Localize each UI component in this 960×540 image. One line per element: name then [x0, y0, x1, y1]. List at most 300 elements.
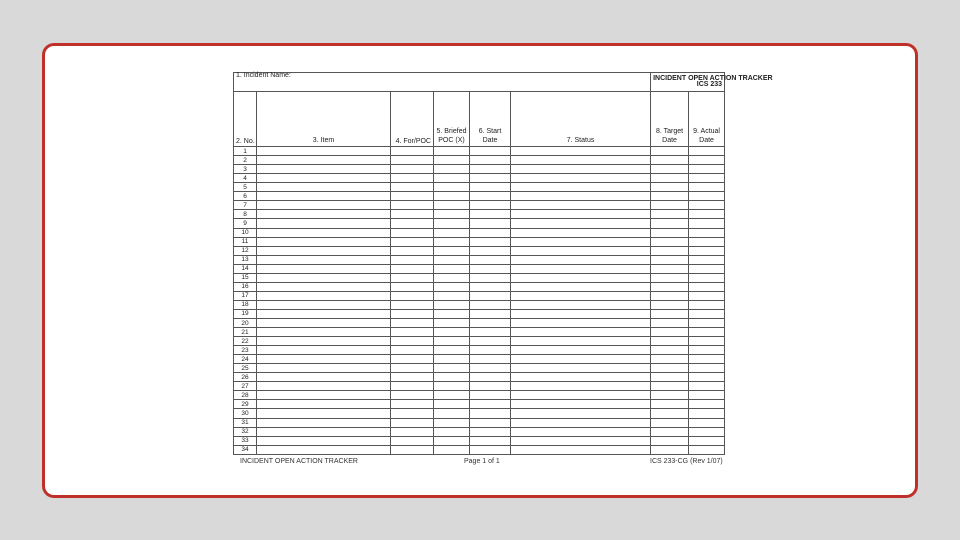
- cell-actual-date[interactable]: [689, 391, 725, 400]
- cell-start-date[interactable]: [470, 291, 511, 300]
- cell-briefed-poc[interactable]: [434, 291, 470, 300]
- cell-actual-date[interactable]: [689, 246, 725, 255]
- cell-for-poc[interactable]: [391, 400, 434, 409]
- cell-item[interactable]: [257, 300, 391, 309]
- table-row: [234, 436, 725, 445]
- cell-no: 23: [234, 346, 257, 355]
- cell-briefed-poc[interactable]: [434, 337, 470, 346]
- cell-briefed-poc[interactable]: [434, 400, 470, 409]
- cell-target-date[interactable]: [651, 147, 689, 156]
- cell-item[interactable]: [257, 273, 391, 282]
- cell-actual-date[interactable]: [689, 300, 725, 309]
- cell-for-poc[interactable]: [391, 237, 434, 246]
- cell-no: 22: [234, 337, 257, 346]
- cell-actual-date[interactable]: [689, 309, 725, 318]
- cell-briefed-poc[interactable]: [434, 382, 470, 391]
- cell-actual-date[interactable]: [689, 147, 725, 156]
- cell-no: 25: [234, 364, 257, 373]
- cell-status[interactable]: [511, 273, 651, 282]
- table-row: [234, 255, 725, 264]
- table-row: [234, 382, 725, 391]
- footer-page-number: Page 1 of 1: [464, 458, 500, 465]
- incident-name-label: 1. Incident Name:: [236, 72, 291, 79]
- cell-briefed-poc[interactable]: [434, 436, 470, 445]
- cell-start-date[interactable]: [470, 318, 511, 327]
- table-row: [234, 183, 725, 192]
- cell-for-poc[interactable]: [391, 391, 434, 400]
- cell-for-poc[interactable]: [391, 255, 434, 264]
- cell-no: 21: [234, 328, 257, 337]
- cell-for-poc[interactable]: [391, 355, 434, 364]
- table-row: [234, 409, 725, 418]
- cell-actual-date[interactable]: [689, 318, 725, 327]
- cell-actual-date[interactable]: [689, 237, 725, 246]
- cell-start-date[interactable]: [470, 346, 511, 355]
- cell-item[interactable]: [257, 237, 391, 246]
- cell-for-poc[interactable]: [391, 192, 434, 201]
- cell-for-poc[interactable]: [391, 328, 434, 337]
- cell-actual-date[interactable]: [689, 219, 725, 228]
- cell-target-date[interactable]: [651, 400, 689, 409]
- cell-item[interactable]: [257, 183, 391, 192]
- cell-target-date[interactable]: [651, 445, 689, 454]
- cell-for-poc[interactable]: [391, 382, 434, 391]
- cell-target-date[interactable]: [651, 192, 689, 201]
- cell-target-date[interactable]: [651, 364, 689, 373]
- cell-start-date[interactable]: [470, 246, 511, 255]
- cell-briefed-poc[interactable]: [434, 210, 470, 219]
- cell-for-poc[interactable]: [391, 300, 434, 309]
- cell-no: 28: [234, 391, 257, 400]
- cell-no: 31: [234, 418, 257, 427]
- cell-item[interactable]: [257, 219, 391, 228]
- cell-start-date[interactable]: [470, 201, 511, 210]
- cell-start-date[interactable]: [470, 391, 511, 400]
- cell-start-date[interactable]: [470, 156, 511, 165]
- table-row: [234, 427, 725, 436]
- cell-for-poc[interactable]: [391, 210, 434, 219]
- cell-start-date[interactable]: [470, 445, 511, 454]
- cell-briefed-poc[interactable]: [434, 165, 470, 174]
- cell-start-date[interactable]: [470, 373, 511, 382]
- cell-actual-date[interactable]: [689, 282, 725, 291]
- cell-actual-date[interactable]: [689, 183, 725, 192]
- cell-status[interactable]: [511, 300, 651, 309]
- cell-target-date[interactable]: [651, 165, 689, 174]
- cell-item[interactable]: [257, 418, 391, 427]
- cell-start-date[interactable]: [470, 183, 511, 192]
- cell-no: 20: [234, 318, 257, 327]
- cell-actual-date[interactable]: [689, 418, 725, 427]
- cell-start-date[interactable]: [470, 382, 511, 391]
- cell-no: 15: [234, 273, 257, 282]
- form-title-line2: ICS 233: [696, 80, 723, 88]
- cell-status[interactable]: [511, 219, 651, 228]
- cell-target-date[interactable]: [651, 237, 689, 246]
- table-row: [234, 165, 725, 174]
- cell-briefed-poc[interactable]: [434, 418, 470, 427]
- cell-briefed-poc[interactable]: [434, 445, 470, 454]
- cell-item[interactable]: [257, 427, 391, 436]
- cell-status[interactable]: [511, 174, 651, 183]
- column-header-row: [234, 91, 725, 147]
- cell-status[interactable]: [511, 391, 651, 400]
- cell-target-date[interactable]: [651, 183, 689, 192]
- cell-target-date[interactable]: [651, 201, 689, 210]
- cell-for-poc[interactable]: [391, 445, 434, 454]
- cell-item[interactable]: [257, 210, 391, 219]
- cell-status[interactable]: [511, 346, 651, 355]
- cell-status[interactable]: [511, 445, 651, 454]
- cell-actual-date[interactable]: [689, 427, 725, 436]
- table-row: [234, 201, 725, 210]
- cell-target-date[interactable]: [651, 373, 689, 382]
- cell-briefed-poc[interactable]: [434, 192, 470, 201]
- cell-actual-date[interactable]: [689, 156, 725, 165]
- cell-item[interactable]: [257, 373, 391, 382]
- cell-target-date[interactable]: [651, 346, 689, 355]
- cell-actual-date[interactable]: [689, 445, 725, 454]
- cell-status[interactable]: [511, 400, 651, 409]
- cell-start-date[interactable]: [470, 210, 511, 219]
- cell-actual-date[interactable]: [689, 400, 725, 409]
- cell-target-date[interactable]: [651, 436, 689, 445]
- cell-target-date[interactable]: [651, 210, 689, 219]
- cell-start-date[interactable]: [470, 418, 511, 427]
- cell-target-date[interactable]: [651, 282, 689, 291]
- cell-briefed-poc[interactable]: [434, 364, 470, 373]
- cell-item[interactable]: [257, 228, 391, 237]
- table-row: [234, 210, 725, 219]
- incident-name-field[interactable]: [234, 73, 651, 92]
- cell-briefed-poc[interactable]: [434, 309, 470, 318]
- cell-for-poc[interactable]: [391, 418, 434, 427]
- cell-item[interactable]: [257, 192, 391, 201]
- cell-status[interactable]: [511, 409, 651, 418]
- cell-start-date[interactable]: [470, 409, 511, 418]
- col-start-date-header: 6. Start Date: [470, 91, 511, 147]
- table-row: [234, 373, 725, 382]
- cell-target-date[interactable]: [651, 264, 689, 273]
- cell-start-date[interactable]: [470, 282, 511, 291]
- table-row: [234, 400, 725, 409]
- form-footer: [240, 458, 730, 468]
- cell-actual-date[interactable]: [689, 364, 725, 373]
- cell-target-date[interactable]: [651, 291, 689, 300]
- cell-for-poc[interactable]: [391, 246, 434, 255]
- cell-briefed-poc[interactable]: [434, 183, 470, 192]
- cell-briefed-poc[interactable]: [434, 219, 470, 228]
- cell-no: 30: [234, 409, 257, 418]
- cell-item[interactable]: [257, 328, 391, 337]
- cell-actual-date[interactable]: [689, 346, 725, 355]
- cell-start-date[interactable]: [470, 192, 511, 201]
- cell-status[interactable]: [511, 337, 651, 346]
- table-row: [234, 309, 725, 318]
- table-row: [234, 264, 725, 273]
- cell-no: 12: [234, 246, 257, 255]
- cell-actual-date[interactable]: [689, 264, 725, 273]
- cell-item[interactable]: [257, 201, 391, 210]
- table-row: [234, 282, 725, 291]
- cell-no: 27: [234, 382, 257, 391]
- cell-item[interactable]: [257, 264, 391, 273]
- cell-target-date[interactable]: [651, 318, 689, 327]
- header-row: [234, 73, 725, 92]
- cell-start-date[interactable]: [470, 400, 511, 409]
- col-item-header: 3. Item: [257, 91, 391, 147]
- cell-start-date[interactable]: [470, 228, 511, 237]
- cell-item[interactable]: [257, 337, 391, 346]
- cell-for-poc[interactable]: [391, 337, 434, 346]
- cell-for-poc[interactable]: [391, 364, 434, 373]
- cell-for-poc[interactable]: [391, 219, 434, 228]
- cell-start-date[interactable]: [470, 147, 511, 156]
- cell-briefed-poc[interactable]: [434, 246, 470, 255]
- cell-actual-date[interactable]: [689, 337, 725, 346]
- table-row: [234, 192, 725, 201]
- cell-briefed-poc[interactable]: [434, 255, 470, 264]
- cell-item[interactable]: [257, 445, 391, 454]
- cell-briefed-poc[interactable]: [434, 409, 470, 418]
- cell-target-date[interactable]: [651, 246, 689, 255]
- table-row: [234, 364, 725, 373]
- cell-briefed-poc[interactable]: [434, 346, 470, 355]
- cell-for-poc[interactable]: [391, 346, 434, 355]
- cell-item[interactable]: [257, 255, 391, 264]
- cell-target-date[interactable]: [651, 228, 689, 237]
- cell-item[interactable]: [257, 400, 391, 409]
- cell-no: 16: [234, 282, 257, 291]
- cell-for-poc[interactable]: [391, 373, 434, 382]
- cell-for-poc[interactable]: [391, 165, 434, 174]
- cell-for-poc[interactable]: [391, 282, 434, 291]
- cell-start-date[interactable]: [470, 174, 511, 183]
- cell-target-date[interactable]: [651, 328, 689, 337]
- cell-item[interactable]: [257, 318, 391, 327]
- cell-actual-date[interactable]: [689, 382, 725, 391]
- col-for-poc-header: 4. For/POC: [391, 91, 434, 147]
- cell-start-date[interactable]: [470, 337, 511, 346]
- cell-briefed-poc[interactable]: [434, 237, 470, 246]
- cell-status[interactable]: [511, 237, 651, 246]
- cell-target-date[interactable]: [651, 174, 689, 183]
- cell-item[interactable]: [257, 291, 391, 300]
- table-row: [234, 318, 725, 327]
- cell-briefed-poc[interactable]: [434, 273, 470, 282]
- cell-item[interactable]: [257, 346, 391, 355]
- cell-briefed-poc[interactable]: [434, 391, 470, 400]
- cell-status[interactable]: [511, 291, 651, 300]
- cell-status[interactable]: [511, 246, 651, 255]
- cell-for-poc[interactable]: [391, 264, 434, 273]
- col-briefed-poc-header: 5. Briefed POC (X): [434, 91, 470, 147]
- cell-actual-date[interactable]: [689, 192, 725, 201]
- cell-item[interactable]: [257, 282, 391, 291]
- cell-item[interactable]: [257, 382, 391, 391]
- cell-target-date[interactable]: [651, 427, 689, 436]
- cell-actual-date[interactable]: [689, 355, 725, 364]
- cell-actual-date[interactable]: [689, 328, 725, 337]
- cell-status[interactable]: [511, 373, 651, 382]
- cell-for-poc[interactable]: [391, 183, 434, 192]
- cell-start-date[interactable]: [470, 436, 511, 445]
- cell-no: 17: [234, 291, 257, 300]
- cell-no: 18: [234, 300, 257, 309]
- cell-target-date[interactable]: [651, 418, 689, 427]
- cell-briefed-poc[interactable]: [434, 300, 470, 309]
- cell-for-poc[interactable]: [391, 174, 434, 183]
- cell-actual-date[interactable]: [689, 373, 725, 382]
- cell-briefed-poc[interactable]: [434, 174, 470, 183]
- cell-item[interactable]: [257, 246, 391, 255]
- cell-actual-date[interactable]: [689, 201, 725, 210]
- cell-item[interactable]: [257, 165, 391, 174]
- cell-actual-date[interactable]: [689, 165, 725, 174]
- cell-briefed-poc[interactable]: [434, 228, 470, 237]
- cell-briefed-poc[interactable]: [434, 147, 470, 156]
- cell-status[interactable]: [511, 183, 651, 192]
- cell-no: 13: [234, 255, 257, 264]
- cell-briefed-poc[interactable]: [434, 318, 470, 327]
- cell-status[interactable]: [511, 418, 651, 427]
- cell-start-date[interactable]: [470, 309, 511, 318]
- cell-status[interactable]: [511, 192, 651, 201]
- cell-for-poc[interactable]: [391, 228, 434, 237]
- cell-start-date[interactable]: [470, 364, 511, 373]
- cell-no: 29: [234, 400, 257, 409]
- cell-for-poc[interactable]: [391, 156, 434, 165]
- cell-target-date[interactable]: [651, 273, 689, 282]
- cell-for-poc[interactable]: [391, 318, 434, 327]
- cell-no: 8: [234, 210, 257, 219]
- cell-for-poc[interactable]: [391, 201, 434, 210]
- cell-briefed-poc[interactable]: [434, 282, 470, 291]
- cell-target-date[interactable]: [651, 382, 689, 391]
- cell-item[interactable]: [257, 436, 391, 445]
- cell-for-poc[interactable]: [391, 409, 434, 418]
- cell-item[interactable]: [257, 409, 391, 418]
- cell-status[interactable]: [511, 264, 651, 273]
- cell-no: 10: [234, 228, 257, 237]
- cell-status[interactable]: [511, 210, 651, 219]
- cell-no: 34: [234, 445, 257, 454]
- action-tracker-table: [233, 72, 773, 455]
- cell-actual-date[interactable]: [689, 409, 725, 418]
- cell-for-poc[interactable]: [391, 436, 434, 445]
- cell-item[interactable]: [257, 309, 391, 318]
- cell-briefed-poc[interactable]: [434, 264, 470, 273]
- cell-briefed-poc[interactable]: [434, 201, 470, 210]
- cell-actual-date[interactable]: [689, 291, 725, 300]
- cell-item[interactable]: [257, 174, 391, 183]
- cell-status[interactable]: [511, 328, 651, 337]
- cell-no: 11: [234, 237, 257, 246]
- cell-actual-date[interactable]: [689, 436, 725, 445]
- table-row: [234, 273, 725, 282]
- cell-start-date[interactable]: [470, 219, 511, 228]
- cell-no: 14: [234, 264, 257, 273]
- cell-status[interactable]: [511, 156, 651, 165]
- cell-status[interactable]: [511, 364, 651, 373]
- cell-status[interactable]: [511, 309, 651, 318]
- cell-status[interactable]: [511, 318, 651, 327]
- cell-briefed-poc[interactable]: [434, 427, 470, 436]
- cell-status[interactable]: [511, 427, 651, 436]
- cell-item[interactable]: [257, 364, 391, 373]
- cell-status[interactable]: [511, 165, 651, 174]
- cell-start-date[interactable]: [470, 255, 511, 264]
- cell-for-poc[interactable]: [391, 291, 434, 300]
- cell-briefed-poc[interactable]: [434, 156, 470, 165]
- cell-actual-date[interactable]: [689, 273, 725, 282]
- table-row: [234, 219, 725, 228]
- cell-status[interactable]: [511, 201, 651, 210]
- cell-item[interactable]: [257, 355, 391, 364]
- cell-start-date[interactable]: [470, 264, 511, 273]
- cell-briefed-poc[interactable]: [434, 355, 470, 364]
- cell-actual-date[interactable]: [689, 228, 725, 237]
- cell-actual-date[interactable]: [689, 174, 725, 183]
- cell-target-date[interactable]: [651, 255, 689, 264]
- cell-no: 26: [234, 373, 257, 382]
- form-title-line1: INCIDENT OPEN ACTION TRACKER: [653, 74, 773, 82]
- cell-status[interactable]: [511, 147, 651, 156]
- cell-start-date[interactable]: [470, 355, 511, 364]
- cell-start-date[interactable]: [470, 300, 511, 309]
- cell-start-date[interactable]: [470, 165, 511, 174]
- cell-status[interactable]: [511, 228, 651, 237]
- table-row: [234, 445, 725, 454]
- cell-for-poc[interactable]: [391, 273, 434, 282]
- cell-start-date[interactable]: [470, 427, 511, 436]
- cell-item[interactable]: [257, 147, 391, 156]
- cell-target-date[interactable]: [651, 300, 689, 309]
- cell-for-poc[interactable]: [391, 147, 434, 156]
- cell-status[interactable]: [511, 382, 651, 391]
- cell-start-date[interactable]: [470, 237, 511, 246]
- form-title: [651, 73, 773, 92]
- cell-for-poc[interactable]: [391, 309, 434, 318]
- table-row: [234, 246, 725, 255]
- cell-target-date[interactable]: [651, 156, 689, 165]
- cell-start-date[interactable]: [470, 328, 511, 337]
- cell-start-date[interactable]: [470, 273, 511, 282]
- cell-briefed-poc[interactable]: [434, 373, 470, 382]
- cell-target-date[interactable]: [651, 337, 689, 346]
- cell-briefed-poc[interactable]: [434, 328, 470, 337]
- cell-no: 6: [234, 192, 257, 201]
- cell-item[interactable]: [257, 156, 391, 165]
- table-row: [234, 346, 725, 355]
- cell-target-date[interactable]: [651, 391, 689, 400]
- cell-target-date[interactable]: [651, 309, 689, 318]
- cell-target-date[interactable]: [651, 355, 689, 364]
- cell-status[interactable]: [511, 282, 651, 291]
- cell-item[interactable]: [257, 391, 391, 400]
- cell-actual-date[interactable]: [689, 255, 725, 264]
- cell-status[interactable]: [511, 436, 651, 445]
- cell-target-date[interactable]: [651, 219, 689, 228]
- table-row: [234, 156, 725, 165]
- cell-for-poc[interactable]: [391, 427, 434, 436]
- cell-status[interactable]: [511, 255, 651, 264]
- cell-status[interactable]: [511, 355, 651, 364]
- table-row: [234, 237, 725, 246]
- cell-target-date[interactable]: [651, 409, 689, 418]
- cell-actual-date[interactable]: [689, 210, 725, 219]
- table-row: [234, 300, 725, 309]
